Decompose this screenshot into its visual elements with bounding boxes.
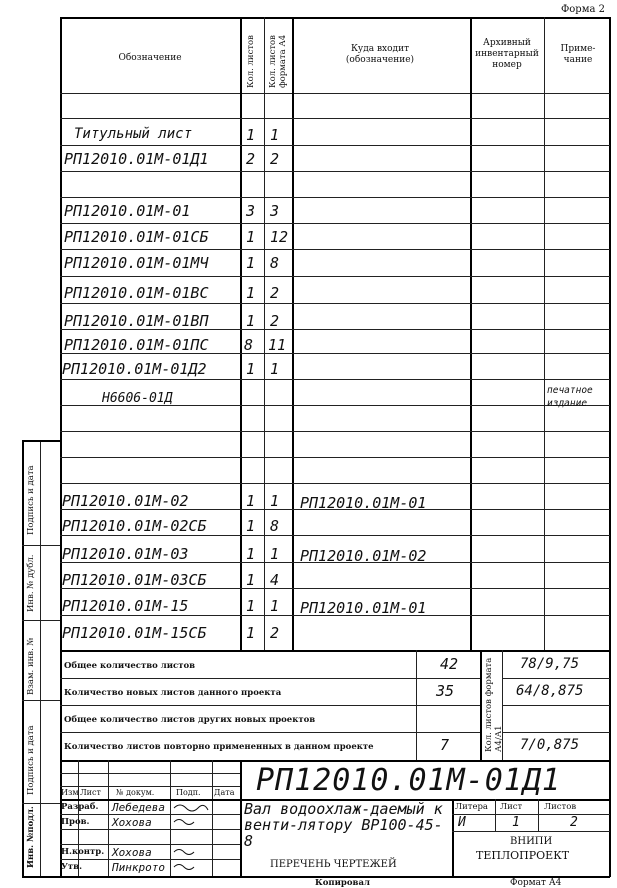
table-row-sheets: 1 [246, 254, 256, 272]
stamp-col-doc: № докум. [116, 788, 155, 797]
side-label-podp-data-top: Подпись и дата [26, 465, 36, 535]
table-row-a4: 8 [270, 254, 280, 272]
stamp-litera-label: Литера [455, 802, 488, 812]
col-header-designation: Обозначение [118, 53, 182, 63]
table-row-sheets: 2 [246, 150, 256, 168]
table-row-sheets: 1 [246, 545, 256, 563]
new-sheets-value: 35 [436, 682, 455, 700]
stamp-utv-label: Утв. [61, 862, 83, 872]
stamp-litera-value: И [458, 815, 466, 830]
table-row-sheets: 8 [244, 336, 254, 354]
signature-marks [170, 800, 240, 876]
table-row-designation: Н6606-01Д [102, 391, 173, 406]
col-header-note: Приме-чание [560, 44, 596, 65]
table-row-designation: РП12010.01М-02СБ [62, 517, 207, 535]
table-row-a4: 1 [270, 492, 280, 510]
table-row-a4: 1 [270, 545, 280, 563]
table-row-a4: 3 [270, 202, 280, 220]
table-row-designation: РП12010.01М-01МЧ [64, 254, 209, 272]
table-row-sheets: 1 [246, 284, 256, 302]
side-label-vzam: Взам. инв. № [26, 637, 36, 695]
stamp-prov-name: Хохова [112, 816, 152, 829]
stamp-col-list: Лист [80, 788, 101, 797]
stamp-razrab-name: Лебедева [112, 801, 165, 814]
table-row-where: РП12010.01М-02 [300, 547, 427, 565]
table-row-a4: 4 [270, 571, 280, 589]
footer-copied: Копировал [315, 878, 370, 888]
total-sheets-value: 42 [440, 655, 459, 673]
stamp-prov-label: Пров. [61, 817, 90, 827]
total-sheets-label: Общее количество листов [64, 661, 196, 671]
col-header-sheets: Кол. листов [246, 35, 256, 88]
form-label: Форма 2 [560, 4, 605, 15]
side-label-inv-podl: Инв. №подл. [26, 806, 36, 868]
side-label-inv-dubl: Инв. № дубл. [26, 554, 36, 612]
table-row-a4: 2 [270, 150, 280, 168]
table-row-designation: РП12010.01М-02 [62, 492, 189, 510]
other-sheets-label: Общее количество листов других новых проектов [64, 715, 316, 725]
table-row-designation: РП12010.01М-01 [64, 202, 191, 220]
table-row-sheets: 1 [246, 624, 256, 642]
stamp-list-label: Лист [500, 802, 523, 812]
new-sheets-label: Количество новых листов данного проекта [64, 688, 282, 698]
table-row-sheets: 3 [246, 202, 256, 220]
new-a4-value: 64/8,875 [516, 683, 584, 699]
org-name-1: ВНИПИ [510, 836, 553, 847]
table-row-sheets: 1 [246, 126, 256, 144]
side-label-podp-data-bottom: Подпись и дата [26, 725, 36, 795]
table-row-sheets: 1 [246, 492, 256, 510]
stamp-nkontr-label: Н.контр. [61, 847, 105, 857]
table-row-a4: 12 [270, 228, 289, 246]
stamp-utv-name: Пинкрото [112, 861, 165, 874]
stamp-nkontr-name: Хохова [112, 846, 152, 859]
table-row-a4: 1 [270, 360, 280, 378]
table-row-sheets: 1 [246, 312, 256, 330]
table-row-designation: РП12010.01М-03 [62, 545, 189, 563]
total-a4-value: 78/9,75 [520, 656, 580, 672]
table-row-sheets: 1 [246, 571, 256, 589]
reused-sheets-label: Количество листов повторно примененных в данном проекте [64, 742, 374, 752]
col-header-sheets-a4: Кол. листов формата А4 [268, 34, 288, 88]
stamp-list-value: 1 [512, 815, 520, 830]
table-row-a4: 2 [270, 624, 280, 642]
table-row-where: РП12010.01М-01 [300, 494, 427, 512]
table-row-designation: РП12010.01М-01Д1 [64, 150, 209, 168]
table-row-sheets: 1 [246, 360, 256, 378]
stamp-title-printed: ПЕРЕЧЕНЬ ЧЕРТЕЖЕЙ [270, 859, 397, 870]
col-header-archive: Архивный инвентарный номер [475, 38, 539, 70]
table-row-designation: Титульный лист [74, 126, 193, 142]
table-row-designation: РП12010.01М-01СБ [64, 228, 209, 246]
table-row-designation: РП12010.01М-15 [62, 597, 189, 615]
table-row-designation: РП12010.01М-01ПС [64, 336, 209, 354]
table-row-a4: 1 [270, 126, 280, 144]
table-row-where: РП12010.01М-01 [300, 599, 427, 617]
table-row-note: печатное издание [547, 385, 593, 409]
a4-a1-header: Кол. листов формата А4/А1 [484, 657, 504, 752]
stamp-listov-value: 2 [570, 815, 578, 830]
stamp-listov-label: Листов [544, 802, 577, 812]
table-row-designation: РП12010.01М-03СБ [62, 571, 207, 589]
stamp-col-sign: Подп. [176, 788, 201, 797]
reused-a4-value: 7/0,875 [520, 737, 580, 753]
table-row-a4: 1 [270, 597, 280, 615]
table-row-a4: 2 [270, 284, 280, 302]
stamp-col-date: Дата [214, 788, 235, 797]
stamp-razrab-label: Разраб. [61, 802, 99, 812]
stamp-title-handwritten: Вал водоохлаж-даемый к венти-лятору ВР100-45-8 [244, 800, 443, 850]
stamp-col-izm: Изм [61, 788, 79, 797]
table-row-a4: 11 [268, 336, 287, 354]
table-row-designation: РП12010.01М-01ВС [64, 284, 209, 302]
table-row-designation: РП12010.01М-01ВП [64, 312, 209, 330]
col-header-where-used: Куда входит (обозначение) [345, 44, 415, 65]
org-name-2: ТЕПЛОПРОЕКТ [476, 849, 570, 862]
reused-sheets-value: 7 [440, 736, 450, 754]
table-row-a4: 8 [270, 517, 280, 535]
table-row-sheets: 1 [246, 228, 256, 246]
stamp-designation: РП12010.01М-01Д1 [256, 763, 561, 798]
table-row-a4: 2 [270, 312, 280, 330]
table-row-sheets: 1 [246, 597, 256, 615]
table-row-sheets: 1 [246, 517, 256, 535]
table-row-designation: РП12010.01М-01Д2 [62, 360, 207, 378]
table-row-designation: РП12010.01М-15СБ [62, 624, 207, 642]
footer-format: Формат А4 [510, 878, 562, 888]
